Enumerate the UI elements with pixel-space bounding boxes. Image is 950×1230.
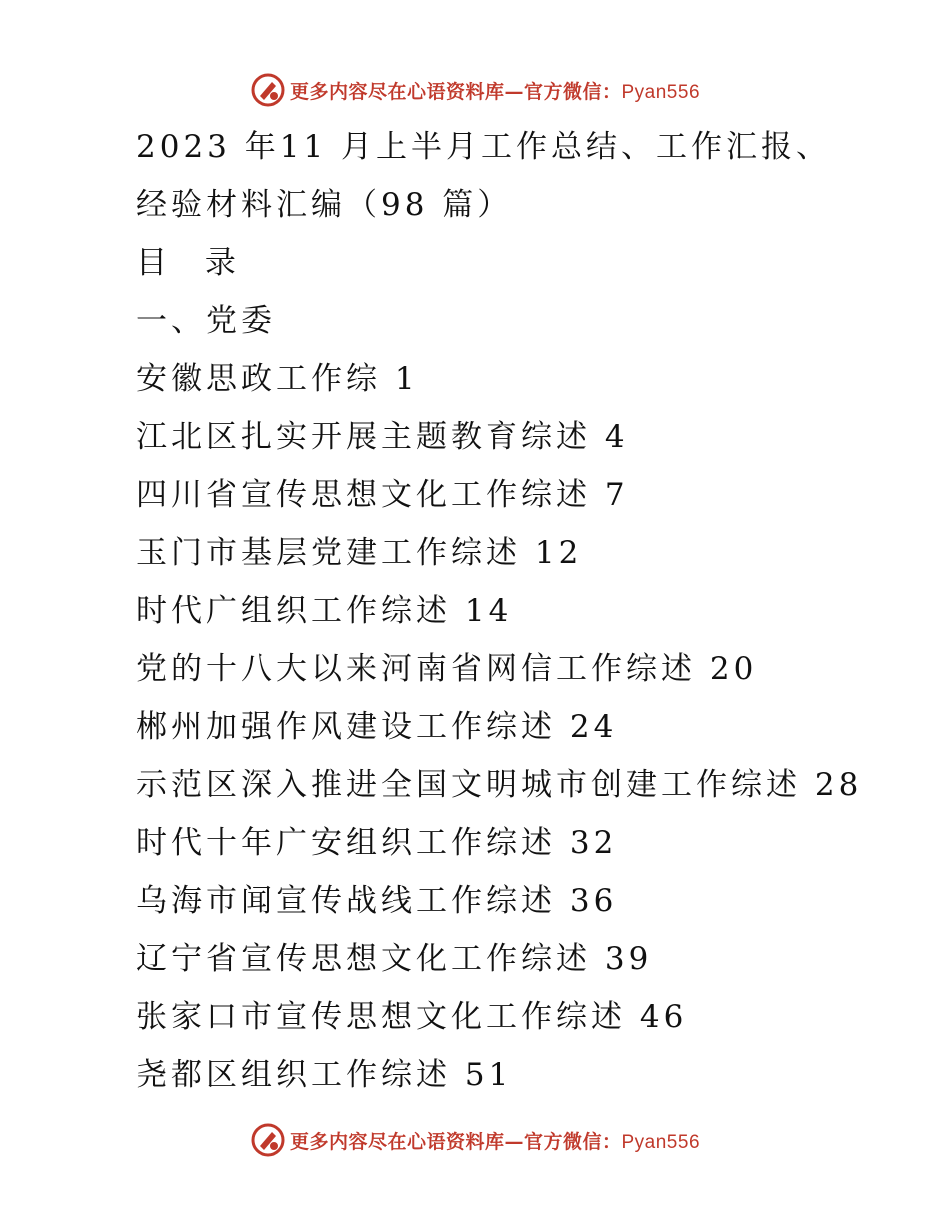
section-heading: 一、党委 (136, 303, 276, 339)
toc-entry[interactable]: 郴州加强作风建设工作综述 24 (136, 709, 618, 745)
document-title-line-2: 经验材料汇编（98 篇） (136, 187, 513, 223)
toc-entry[interactable]: 示范区深入推进全国文明城市创建工作综述 28 (136, 767, 863, 803)
document-title-line-1: 2023 年11 月上半月工作总结、工作汇报、 (136, 129, 832, 165)
footer-watermark (0, 1120, 950, 1160)
toc-entry[interactable]: 时代十年广安组织工作综述 32 (136, 825, 618, 861)
logo-icon (250, 1122, 286, 1158)
toc-heading: 目 录 (136, 245, 250, 281)
toc-entry[interactable]: 安徽思政工作综 1 (136, 361, 419, 397)
logo-icon (250, 72, 286, 108)
toc-entry[interactable]: 玉门市基层党建工作综述 12 (136, 535, 583, 571)
toc-entry[interactable]: 江北区扎实开展主题教育综述 4 (136, 419, 629, 455)
watermark-text: 更多内容尽在心语资料库—官方微信：Pyan556 (289, 1130, 701, 1153)
toc-list (136, 350, 926, 1104)
toc-entry[interactable]: 乌海市闻宣传战线工作综述 36 (136, 883, 618, 919)
toc-entry[interactable]: 党的十八大以来河南省网信工作综述 20 (136, 651, 758, 687)
document-body (136, 118, 926, 1104)
header-watermark (0, 70, 950, 110)
toc-entry[interactable]: 辽宁省宣传思想文化工作综述 39 (136, 941, 653, 977)
toc-entry[interactable]: 四川省宣传思想文化工作综述 7 (136, 477, 629, 513)
toc-entry[interactable]: 尧都区组织工作综述 51 (136, 1057, 513, 1093)
watermark-text: 更多内容尽在心语资料库—官方微信：Pyan556 (289, 80, 701, 103)
toc-entry[interactable]: 时代广组织工作综述 14 (136, 593, 513, 629)
toc-entry[interactable]: 张家口市宣传思想文化工作综述 46 (136, 999, 688, 1035)
